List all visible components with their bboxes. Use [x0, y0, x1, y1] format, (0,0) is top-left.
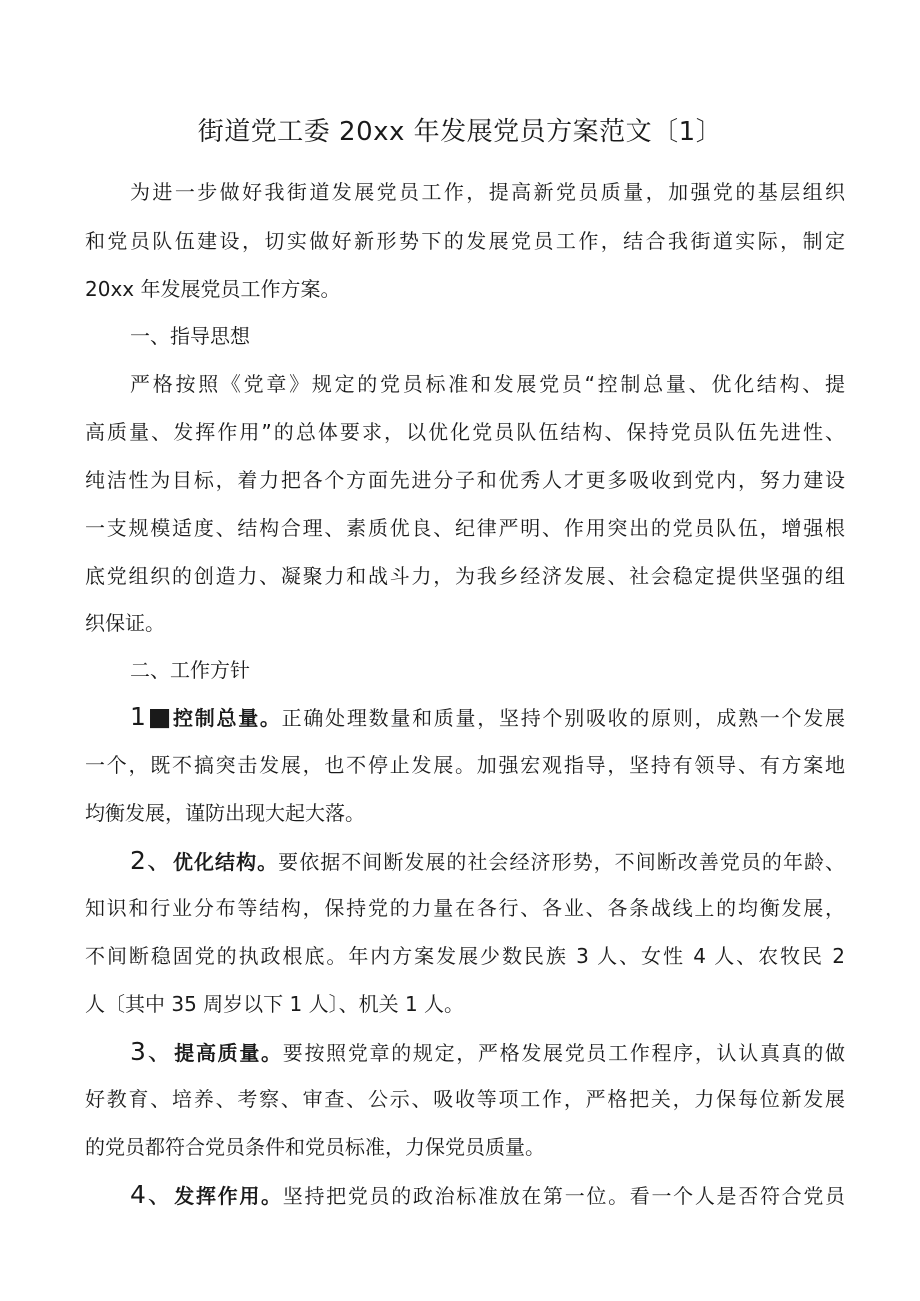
section2-heading: 二、工作方针 [130, 658, 250, 682]
item-2-text: 要依据不间断发展的社会经济形势，不间断改善党员的年龄、 [278, 850, 846, 874]
section1-line-4: 一支规模适度、结构合理、素质优良、纪律严明、作用突出的党员队伍，增强根 [85, 516, 845, 540]
item-3-label: 提高质量。 [174, 1041, 283, 1065]
item-2-first-line [130, 846, 845, 877]
item-1-text: 正确处理数量和质量，坚持个别吸收的原则，成熟一个发展 [281, 706, 846, 730]
document-title: 街道党工委 20xx 年发展党员方案范文〔1〕 [197, 117, 723, 147]
item-3-first-line [130, 1037, 845, 1068]
item-1-line-3: 均衡发展，谨防出现大起大落。 [85, 801, 365, 825]
section1-line-2: 高质量、发挥作用”的总体要求，以优化党员队伍结构、保持党员队伍先进性、 [85, 420, 845, 444]
item-4-number: 4、 [130, 1180, 175, 1209]
section1-line-1: 严格按照《党章》规定的党员标准和发展党员“控制总量、优化结构、提 [130, 372, 845, 396]
item-4-text: 坚持把党员的政治标准放在第一位。看一个人是否符合党员 [282, 1184, 846, 1208]
section1-line-5: 底党组织的创造力、凝聚力和战斗力，为我乡经济发展、社会稳定提供坚强的组 [85, 564, 845, 588]
section1-line-3: 纯洁性为目标，着力把各个方面先进分子和优秀人才更多吸收到党内，努力建设 [85, 468, 845, 492]
item-1-label: 控制总量。 [173, 706, 282, 730]
item-3-line-3: 的党员都符合党员条件和党员标准，力保党员质量。 [85, 1135, 545, 1159]
item-2-number: 2、 [130, 846, 173, 875]
item-2-line-2: 知识和行业分布等结构，保持党的力量在各行、各业、各条战线上的均衡发展， [85, 896, 845, 920]
item-3-text: 要按照党章的规定，严格发展党员工作程序，认认真真的做 [282, 1041, 846, 1065]
item-2-line-3: 不间断稳固党的执政根底。年内方案发展少数民族 3 人、女性 4 人、农牧民 2 [85, 944, 845, 968]
intro-line-3: 20xx 年发展党员工作方案。 [85, 277, 341, 301]
item-1-number: 1■ [130, 702, 173, 731]
item-3-line-2: 好教育、培养、考察、审查、公示、吸收等项工作，严格把关，力保每位新发展 [85, 1087, 845, 1111]
item-2-label: 优化结构。 [172, 850, 279, 874]
item-3-number: 3、 [130, 1037, 175, 1066]
section1-heading: 一、指导思想 [130, 324, 250, 348]
item-1-first-line [130, 702, 845, 733]
item-1-line-2: 一个，既不搞突击发展，也不停止发展。加强宏观指导，坚持有领导、有方案地 [85, 753, 845, 777]
intro-line-1: 为进一步做好我街道发展党员工作，提高新党员质量，加强党的基层组织 [130, 180, 845, 204]
item-4-first-line [130, 1180, 845, 1211]
item-2-line-4: 人〔其中 35 周岁以下 1 人〕、机关 1 人。 [85, 992, 465, 1016]
item-4-label: 发挥作用。 [174, 1184, 283, 1208]
section1-line-6: 织保证。 [85, 611, 165, 635]
intro-line-2: 和党员队伍建设，切实做好新形势下的发展党员工作，结合我街道实际，制定 [85, 229, 845, 253]
